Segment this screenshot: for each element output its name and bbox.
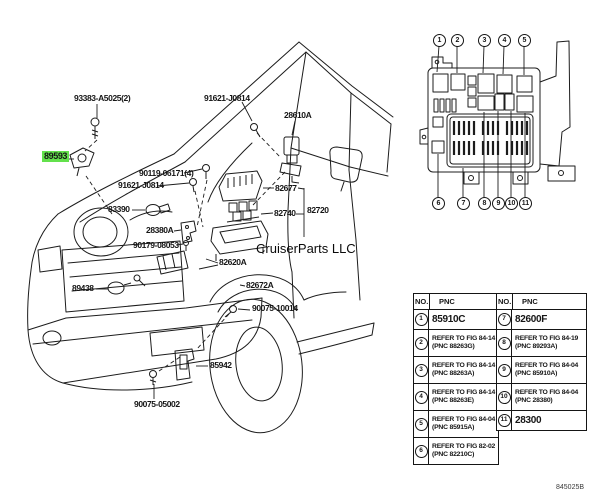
pnc-value: 28300: [515, 415, 542, 426]
pnc-ref: REFER TO FIG 84-14: [432, 361, 496, 369]
table-row: [414, 356, 498, 383]
table-row: [414, 329, 498, 356]
row-callout: 11: [498, 414, 511, 427]
row-callout: 5: [415, 418, 428, 431]
pnc-ref: REFER TO FIG 84-04: [515, 388, 579, 396]
col-header-pnc: PNC: [439, 297, 455, 306]
pnc-ref: REFER TO FIG 84-19: [515, 334, 579, 342]
pnc-sub: (PNC 89293A): [515, 343, 558, 350]
table-row: [497, 383, 586, 410]
part-label-89438[interactable]: 89438: [72, 283, 94, 293]
row-callout: 2: [415, 337, 428, 350]
fusebox-callout-11: 11: [519, 197, 532, 210]
part-label-28380a[interactable]: 28380A: [146, 225, 174, 235]
table-row: [414, 410, 498, 437]
part-label-28610a[interactable]: 28610A: [284, 110, 312, 120]
row-callout: 4: [415, 391, 428, 404]
pnc-sub: (PNC 85915A): [432, 424, 475, 431]
fusebox-callout-9: 9: [492, 197, 505, 210]
table-row: [497, 329, 586, 356]
fusebox-callout-8: 8: [478, 197, 491, 210]
part-label-90179-08053[interactable]: 90179-08053: [133, 240, 179, 250]
part-label-90119-06171[interactable]: 90119-06171(4): [139, 168, 194, 178]
fusebox-callout-1: 1: [433, 34, 446, 47]
table-row: [497, 356, 586, 383]
part-label-82672a[interactable]: 82672A: [246, 280, 274, 290]
pnc-ref: REFER TO FIG 84-04: [515, 361, 579, 369]
row-callout: 3: [415, 364, 428, 377]
part-label-82677[interactable]: 82677: [275, 183, 297, 193]
part-label-90075-05002[interactable]: 90075-05002: [134, 399, 180, 409]
pnc-ref: REFER TO FIG 82-02: [432, 442, 496, 450]
row-callout: 10: [498, 391, 511, 404]
table-row: [497, 309, 586, 329]
part-label-90075-10014[interactable]: 90075-10014: [252, 303, 298, 313]
fusebox-callout-6: 6: [432, 197, 445, 210]
row-callout: 9: [498, 364, 511, 377]
pnc-table-right: [496, 293, 587, 431]
col-header-pnc: PNC: [522, 297, 538, 306]
row-callout: 1: [415, 313, 428, 326]
pnc-value: 82600F: [515, 314, 548, 325]
pnc-sub: (PNC 28380): [515, 397, 553, 404]
pnc-sub: (PNC 88263G): [432, 343, 475, 350]
fusebox-callout-5: 5: [518, 34, 531, 47]
table-row: [414, 309, 498, 329]
watermark-text: CruiserParts LLC: [256, 241, 356, 256]
pnc-sub: (PNC 88263E): [432, 397, 474, 404]
row-callout: 8: [498, 337, 511, 350]
figure-code: 845025B: [556, 484, 585, 491]
table-row: [497, 410, 586, 430]
part-label-89593-highlighted[interactable]: 89593: [44, 151, 68, 161]
fusebox-drawing: [420, 41, 575, 184]
part-label-91621-j0814-top[interactable]: 91621-J0814: [204, 93, 250, 103]
pnc-sub: (PNC 88263A): [432, 370, 475, 377]
part-label-91621-j0814-mid[interactable]: 91621-J0814: [118, 180, 164, 190]
pnc-sub: (PNC 82210C): [432, 451, 475, 458]
fusebox-callout-2: 2: [451, 34, 464, 47]
pnc-value: 85910C: [432, 314, 466, 325]
pnc-ref: REFER TO FIG 84-04: [432, 415, 496, 423]
table-row: [414, 437, 498, 464]
row-callout: 6: [415, 445, 428, 458]
part-label-85942[interactable]: 85942: [210, 360, 232, 370]
part-label-82720[interactable]: 82720: [307, 205, 329, 215]
part-label-93383-a5025[interactable]: 93383-A5025(2): [74, 93, 131, 103]
fusebox-callout-3: 3: [478, 34, 491, 47]
part-label-82620a[interactable]: 82620A: [219, 257, 247, 267]
fusebox-callout-10: 10: [505, 197, 518, 210]
table-header-row: [414, 294, 498, 309]
table-header-row: [497, 294, 586, 309]
pnc-ref: REFER TO FIG 84-14: [432, 388, 496, 396]
fusebox-callout-7: 7: [457, 197, 470, 210]
row-callout: 7: [498, 313, 511, 326]
pnc-sub: (PNC 85910A): [515, 370, 558, 377]
col-header-no: NO.: [414, 294, 430, 309]
col-header-no: NO.: [497, 294, 513, 309]
fusebox-callout-4: 4: [498, 34, 511, 47]
pnc-table-left: [413, 293, 499, 465]
pnc-ref: REFER TO FIG 84-14: [432, 334, 496, 342]
table-row: [414, 383, 498, 410]
part-label-83390[interactable]: 83390: [108, 204, 130, 214]
part-label-82740[interactable]: 82740: [274, 208, 296, 218]
